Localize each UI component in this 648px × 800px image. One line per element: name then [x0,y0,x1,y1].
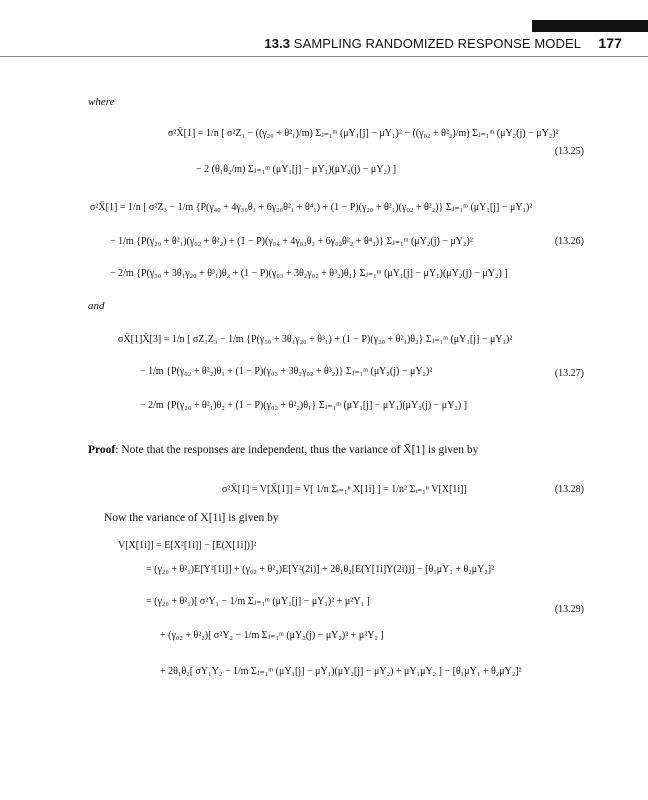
eq-13-29-number: (13.29) [554,604,584,615]
now-paragraph: Now the variance of X[1i] is given by [104,512,279,524]
eq-13-25-number: (13.25) [554,146,584,157]
eq-13-25-line-1: σ²X̄[1] = 1/n [ σ²Z₁ − ((γ₂₀ + θ²₁)/m) Σⱼ₌₁ᵐ (μY₁[j] − μY₁)² − ((γ₀₂ + θ²₂)/m) Σⱼ₌₁ᵐ (μY₂(j) − μY₂)² [168,128,559,139]
eq-13-29-line-1: V[X[1i]] = E[X²[1i]] − [E(X[1i])]² [118,540,257,551]
eq-13-26-line-1: σ²X̄[1] = 1/n [ σ²Z₃ − 1/m {P(γ₄₀ + 4γ₃₀θ₁ + 6γ₂₀θ²₁ + θ⁴₁) + (1 − P)(γ₂₀ + θ²₁)(γ₀₂ + θ²₂)} Σⱼ₌₁ᵐ (μY₁[j] − μY₁)² [90,202,533,213]
eq-13-27-line-3: − 2/m {P(γ₂₀ + θ²₁)θ₂ + (1 − P)(γ₀₂ + θ²₂)θ₁} Σⱼ₌₁ᵐ (μY₁[j] − μY₁)(μY₂(j) − μY₂) ] [140,400,468,411]
proof-label: Proof [88,444,116,456]
proof-paragraph [88,444,478,456]
header-rule [0,56,648,57]
eq-13-29-line-4: + (γ₀₂ + θ²₂)[ σ²Y₂ − 1/m Σⱼ₌₁ᵐ (μY₂(j) − μY₂)² + μ²Y₂ ] [160,630,384,641]
proof-text: : Note that the responses are independent, thus the variance of X̄[1] is given by [115,444,479,456]
eq-13-25-line-2: − 2 (θ₁θ₂/m) Σⱼ₌₁ᵐ (μY₁[j] − μY₁)(μY₂(j) − μY₂) ] [196,164,397,175]
page-number: 177 [598,35,622,51]
eq-13-27-line-2: − 1/m {P(γ₀₂ + θ²₂)θ₁ + (1 − P)(γ₀₃ + 3θ₂γ₀₂ + θ³₂)} Σⱼ₌₁ᵐ (μY₂(j) − μY₂)² [140,366,433,377]
header-black-bar [532,20,648,32]
running-header [264,35,622,51]
eq-13-28-line-1: σ²X̄[1] = V[X̄[1]] = V[ 1/n Σᵢ₌₁ⁿ X[1i] ] = 1/n² Σᵢ₌₁ⁿ V[X[1i]] [222,484,467,495]
eq-13-29-line-2: = (γ₂₀ + θ²₁)E[Y²[1i]] + (γ₀₂ + θ²₂)E[Y²(2i)] + 2θ₁θ₂[E(Y[1i]Y(2i))] − [θ₁μY₁ + θ₂μY₂]² [146,564,495,575]
eq-13-26-number: (13.26) [554,236,584,247]
eq-13-27-line-1: σX̄[1]X̄[3] = 1/n [ σZ₁Z₃ − 1/m {P(γ₃₀ + 3θ₁γ₂₀ + θ³₁) + (1 − P)(γ₂₀ + θ²₁)θ₂} Σⱼ₌₁ᵐ (μY₁[j] − μY₁)² [118,334,513,345]
word-and: and [88,300,105,312]
eq-13-29-line-3: = (γ₂₀ + θ²₁)[ σ²Y₁ − 1/m Σⱼ₌₁ᵐ (μY₁[j] − μY₁)² + μ²Y₁ ] [146,596,370,607]
section-number: 13.3 [264,36,291,51]
section-title: SAMPLING RANDOMIZED RESPONSE MODEL [293,36,581,51]
eq-13-26-line-2: − 1/m {P(γ₂₀ + θ²₁)(γ₀₂ + θ²₂) + (1 − P)(γ₀₄ + 4γ₀₃θ₂ + 6γ₀₂θ²₂ + θ⁴₂)} Σⱼ₌₁ᵐ (μY₂(j) − μY₂)² [110,236,473,247]
eq-13-28-number: (13.28) [554,484,584,495]
eq-13-29-line-5: + 2θ₁θ₂[ σY₁Y₂ − 1/m Σⱼ₌₁ᵐ (μY₁[j] − μY₁)(μY₂[j] − μY₂) + μY₁μY₂ ] − [θ₁μY₁ + θ₂μY₂]² [160,666,522,677]
word-where: where [88,96,115,108]
eq-13-26-line-3: − 2/m {P(γ₃₀ + 3θ₁γ₂₀ + θ³₁)θ₂ + (1 − P)(γ₀₃ + 3θ₂γ₀₂ + θ³₂)θ₁} Σⱼ₌₁ᵐ (μY₁[j] − μY₁)(μY₂(j) − μY₂) ] [110,268,508,279]
eq-13-27-number: (13.27) [554,368,584,379]
